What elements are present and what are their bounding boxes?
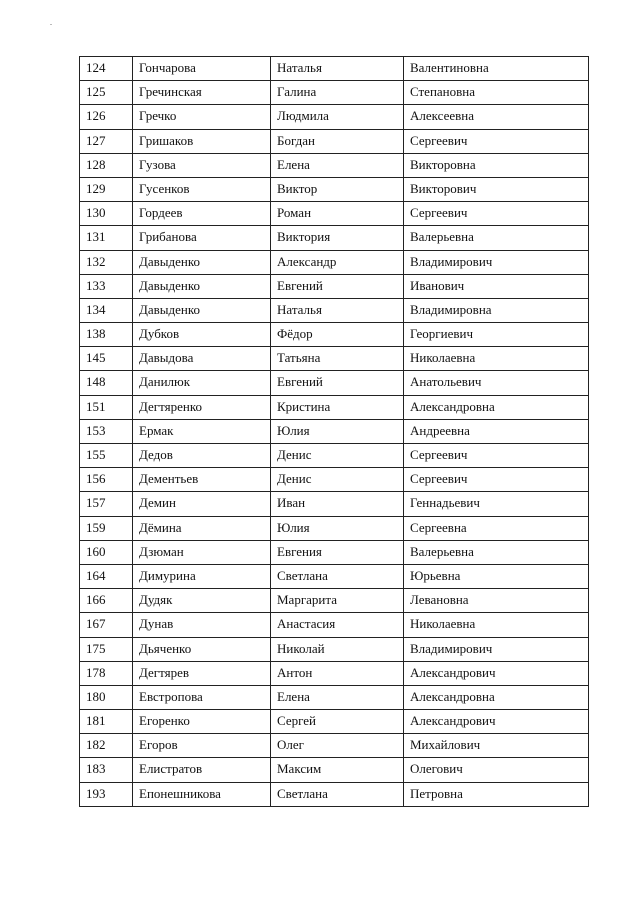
last-name-cell: Евстропова [133, 685, 271, 709]
patronymic-cell: Валентиновна [404, 57, 589, 81]
row-number-cell: 124 [80, 57, 133, 81]
row-number-cell: 183 [80, 758, 133, 782]
last-name-cell: Дегтярев [133, 661, 271, 685]
patronymic-cell: Георгиевич [404, 323, 589, 347]
patronymic-cell: Валерьевна [404, 226, 589, 250]
first-name-cell: Виктория [271, 226, 404, 250]
row-number-cell: 126 [80, 105, 133, 129]
patronymic-cell: Алексеевна [404, 105, 589, 129]
row-number-cell: 153 [80, 419, 133, 443]
table-row [80, 685, 589, 709]
first-name-cell: Светлана [271, 564, 404, 588]
first-name-cell: Светлана [271, 782, 404, 806]
first-name-cell: Юлия [271, 419, 404, 443]
row-number-cell: 180 [80, 685, 133, 709]
names-table-body [80, 57, 589, 807]
table-row [80, 492, 589, 516]
last-name-cell: Гусенков [133, 177, 271, 201]
table-row [80, 734, 589, 758]
table-row [80, 323, 589, 347]
last-name-cell: Егоров [133, 734, 271, 758]
row-number-cell: 138 [80, 323, 133, 347]
row-number-cell: 156 [80, 468, 133, 492]
row-number-cell: 132 [80, 250, 133, 274]
first-name-cell: Елена [271, 685, 404, 709]
last-name-cell: Давыденко [133, 250, 271, 274]
last-name-cell: Дудяк [133, 589, 271, 613]
table-row [80, 395, 589, 419]
row-number-cell: 128 [80, 153, 133, 177]
patronymic-cell: Валерьевна [404, 540, 589, 564]
table-row [80, 274, 589, 298]
first-name-cell: Людмила [271, 105, 404, 129]
patronymic-cell: Сергеевич [404, 468, 589, 492]
patronymic-cell: Сергеевич [404, 444, 589, 468]
first-name-cell: Анастасия [271, 613, 404, 637]
table-row [80, 105, 589, 129]
first-name-cell: Роман [271, 202, 404, 226]
patronymic-cell: Анатольевич [404, 371, 589, 395]
first-name-cell: Сергей [271, 710, 404, 734]
first-name-cell: Евгения [271, 540, 404, 564]
row-number-cell: 167 [80, 613, 133, 637]
first-name-cell: Максим [271, 758, 404, 782]
patronymic-cell: Николаевна [404, 347, 589, 371]
table-row [80, 226, 589, 250]
row-number-cell: 159 [80, 516, 133, 540]
patronymic-cell: Владимирович [404, 637, 589, 661]
table-row [80, 782, 589, 806]
table-row [80, 81, 589, 105]
last-name-cell: Давыдова [133, 347, 271, 371]
row-number-cell: 166 [80, 589, 133, 613]
table-row [80, 710, 589, 734]
last-name-cell: Гордеев [133, 202, 271, 226]
row-number-cell: 127 [80, 129, 133, 153]
table-row [80, 444, 589, 468]
table-row [80, 613, 589, 637]
last-name-cell: Давыденко [133, 274, 271, 298]
first-name-cell: Виктор [271, 177, 404, 201]
row-number-cell: 181 [80, 710, 133, 734]
table-row [80, 516, 589, 540]
table-row [80, 419, 589, 443]
first-name-cell: Евгений [271, 371, 404, 395]
row-number-cell: 178 [80, 661, 133, 685]
last-name-cell: Ермак [133, 419, 271, 443]
first-name-cell: Галина [271, 81, 404, 105]
table-row [80, 589, 589, 613]
table-row [80, 347, 589, 371]
last-name-cell: Егоренко [133, 710, 271, 734]
row-number-cell: 130 [80, 202, 133, 226]
first-name-cell: Олег [271, 734, 404, 758]
row-number-cell: 133 [80, 274, 133, 298]
table-row [80, 153, 589, 177]
patronymic-cell: Александровна [404, 395, 589, 419]
first-name-cell: Иван [271, 492, 404, 516]
first-name-cell: Кристина [271, 395, 404, 419]
row-number-cell: 131 [80, 226, 133, 250]
last-name-cell: Данилюк [133, 371, 271, 395]
row-number-cell: 129 [80, 177, 133, 201]
last-name-cell: Грибанова [133, 226, 271, 250]
first-name-cell: Богдан [271, 129, 404, 153]
last-name-cell: Дунав [133, 613, 271, 637]
first-name-cell: Николай [271, 637, 404, 661]
patronymic-cell: Олегович [404, 758, 589, 782]
first-name-cell: Елена [271, 153, 404, 177]
row-number-cell: 164 [80, 564, 133, 588]
patronymic-cell: Михайлович [404, 734, 589, 758]
table-row [80, 540, 589, 564]
first-name-cell: Наталья [271, 57, 404, 81]
patronymic-cell: Владимирович [404, 250, 589, 274]
last-name-cell: Епонешникова [133, 782, 271, 806]
patronymic-cell: Андреевна [404, 419, 589, 443]
row-number-cell: 160 [80, 540, 133, 564]
table-row [80, 661, 589, 685]
last-name-cell: Гречинская [133, 81, 271, 105]
patronymic-cell: Викторович [404, 177, 589, 201]
names-table [79, 56, 589, 807]
first-name-cell: Татьяна [271, 347, 404, 371]
patronymic-cell: Степановна [404, 81, 589, 105]
last-name-cell: Демин [133, 492, 271, 516]
patronymic-cell: Иванович [404, 274, 589, 298]
last-name-cell: Димурина [133, 564, 271, 588]
table-row [80, 637, 589, 661]
last-name-cell: Дзюман [133, 540, 271, 564]
last-name-cell: Дьяченко [133, 637, 271, 661]
patronymic-cell: Геннадьевич [404, 492, 589, 516]
row-number-cell: 182 [80, 734, 133, 758]
first-name-cell: Денис [271, 468, 404, 492]
row-number-cell: 155 [80, 444, 133, 468]
row-number-cell: 151 [80, 395, 133, 419]
first-name-cell: Фёдор [271, 323, 404, 347]
patronymic-cell: Сергеевич [404, 202, 589, 226]
scan-speck [50, 24, 52, 25]
last-name-cell: Дегтяренко [133, 395, 271, 419]
row-number-cell: 148 [80, 371, 133, 395]
table-row [80, 758, 589, 782]
patronymic-cell: Викторовна [404, 153, 589, 177]
table-row [80, 371, 589, 395]
row-number-cell: 125 [80, 81, 133, 105]
patronymic-cell: Николаевна [404, 613, 589, 637]
patronymic-cell: Петровна [404, 782, 589, 806]
table-row [80, 177, 589, 201]
patronymic-cell: Александрович [404, 661, 589, 685]
patronymic-cell: Владимировна [404, 298, 589, 322]
patronymic-cell: Александрович [404, 710, 589, 734]
patronymic-cell: Юрьевна [404, 564, 589, 588]
first-name-cell: Евгений [271, 274, 404, 298]
last-name-cell: Дементьев [133, 468, 271, 492]
table-row [80, 468, 589, 492]
first-name-cell: Денис [271, 444, 404, 468]
first-name-cell: Александр [271, 250, 404, 274]
row-number-cell: 134 [80, 298, 133, 322]
last-name-cell: Гречко [133, 105, 271, 129]
first-name-cell: Маргарита [271, 589, 404, 613]
table-row [80, 57, 589, 81]
patronymic-cell: Сергеевна [404, 516, 589, 540]
table-row [80, 298, 589, 322]
table-row [80, 250, 589, 274]
last-name-cell: Гузова [133, 153, 271, 177]
last-name-cell: Гришаков [133, 129, 271, 153]
last-name-cell: Дубков [133, 323, 271, 347]
last-name-cell: Елистратов [133, 758, 271, 782]
row-number-cell: 157 [80, 492, 133, 516]
last-name-cell: Дёмина [133, 516, 271, 540]
first-name-cell: Антон [271, 661, 404, 685]
last-name-cell: Дедов [133, 444, 271, 468]
last-name-cell: Давыденко [133, 298, 271, 322]
table-row [80, 202, 589, 226]
row-number-cell: 193 [80, 782, 133, 806]
last-name-cell: Гончарова [133, 57, 271, 81]
patronymic-cell: Александровна [404, 685, 589, 709]
row-number-cell: 145 [80, 347, 133, 371]
patronymic-cell: Левановна [404, 589, 589, 613]
first-name-cell: Наталья [271, 298, 404, 322]
first-name-cell: Юлия [271, 516, 404, 540]
table-row [80, 564, 589, 588]
row-number-cell: 175 [80, 637, 133, 661]
table-row [80, 129, 589, 153]
patronymic-cell: Сергеевич [404, 129, 589, 153]
